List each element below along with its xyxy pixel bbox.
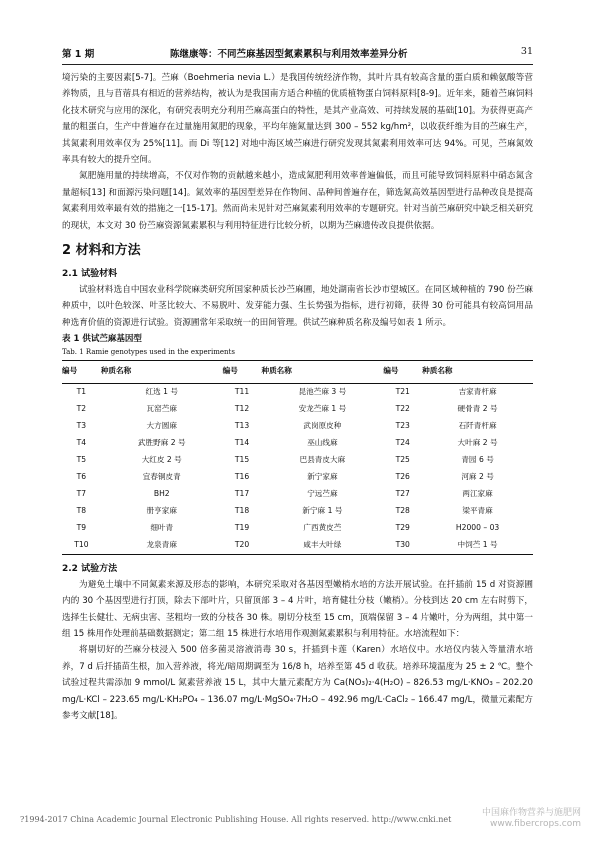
genotype-name-cell: 硬骨青 2 号: [457, 403, 498, 413]
issue-label: 第 1 期: [62, 49, 95, 60]
genotype-code-cell: T22: [395, 403, 410, 413]
table-row: [62, 452, 533, 469]
genotype-code-cell: T26: [395, 471, 410, 481]
table-row: [62, 401, 533, 418]
genotype-code-cell: T21: [395, 386, 410, 396]
genotype-code-cell: T28: [395, 505, 410, 515]
subsection-heading-2-2: 2.2 试验方法: [62, 563, 118, 574]
header-rule: [62, 64, 533, 65]
col-header-name-1: 种质名称: [101, 361, 223, 383]
genotype-name-cell: 咸丰大叶绿: [261, 537, 383, 555]
running-header: [62, 46, 533, 62]
genotype-code-cell: T25: [395, 454, 410, 464]
genotype-code-cell: T15: [234, 454, 250, 464]
genotype-code-cell: T19: [234, 522, 250, 532]
genotype-code-cell: T29: [395, 522, 410, 532]
genotype-code-cell: T2: [76, 403, 87, 413]
copyright-footer: ?1994-2017 China Academic Journal Electronic Publishing House. All rights reserved. http://www.cnki.net: [20, 815, 452, 824]
genotype-code-cell: T13: [234, 420, 250, 430]
genotype-name-cell: 大方圆麻: [146, 420, 177, 430]
genotype-code-cell: T16: [234, 471, 250, 481]
table-header-row: [62, 361, 533, 383]
table-row: [62, 503, 533, 520]
genotype-code-cell: T12: [234, 403, 250, 413]
table-row: [62, 383, 533, 401]
col-header-code-2: 编号: [223, 361, 262, 383]
genotype-table: [62, 360, 533, 554]
genotype-name-cell: 安龙苎麻 1 号: [298, 403, 347, 413]
genotype-code-cell: T8: [76, 505, 87, 515]
genotype-name-cell: 大红皮 2 号: [141, 454, 182, 464]
genotype-name-cell: 武岗原皮种: [303, 420, 342, 430]
genotype-name-cell: 昆池苎麻 3 号: [298, 386, 347, 396]
materials-paragraph: 试验材料选自中国农业科学院麻类研究所国家种质长沙苎麻圃，地处湖南省长沙市望城区。在同区域种植的 790 份苎麻种质中，以叶色较深、叶茎比较大、不易脱叶、发芽能力强、生长势强为指标，进行初筛，获得 30 份可能具有较高饲用品种选育价值的资源进行试验。资源圃常年采取统一的田间管理。供试苎麻种质名称及编号如表 1 所示。: [62, 285, 533, 328]
genotype-code-cell: T4: [76, 437, 87, 447]
section-heading: 2 材料和方法: [62, 243, 141, 259]
genotype-name-cell: 新宁家麻: [307, 471, 338, 481]
genotype-code-cell: T5: [76, 454, 87, 464]
genotype-name-cell: 武胜野麻 2 号: [137, 437, 186, 447]
genotype-code-cell: T27: [395, 488, 410, 498]
table-caption-en: Tab. 1 Ramie genotypes used in the experiments: [62, 348, 235, 357]
table-row: [62, 469, 533, 486]
genotype-name-cell: 广西黄皮苎: [303, 522, 342, 532]
table-caption-cn: 表 1 供试苎麻基因型: [62, 334, 142, 345]
subsection-heading-2-1: 2.1 试验材料: [62, 269, 118, 280]
genotype-name-cell: 龙泉青麻: [101, 537, 223, 555]
genotype-name-cell: 新宁麻 1 号: [302, 505, 343, 515]
table-row: [62, 435, 533, 452]
table-row: [62, 486, 533, 503]
genotype-name-cell: 红选 1 号: [145, 386, 178, 396]
watermark-line-1: 中国麻作物营养与施肥网: [481, 808, 581, 818]
genotype-name-cell: 宁远苎麻: [307, 488, 338, 498]
col-header-code-3: 编号: [383, 361, 422, 383]
genotype-code-cell: T7: [76, 488, 87, 498]
genotype-code-cell: T20: [223, 537, 262, 555]
col-header-code-1: 编号: [62, 361, 101, 383]
site-watermark: [482, 808, 581, 830]
table-row: [62, 537, 533, 555]
genotype-name-cell: 青园 6 号: [461, 454, 494, 464]
genotype-code-cell: T30: [383, 537, 422, 555]
genotype-name-cell: 细叶青: [150, 522, 174, 532]
genotype-name-cell: 吉家青杆麻: [458, 386, 497, 396]
genotype-code-cell: T3: [76, 420, 87, 430]
methods-paragraph-2: 将剔切好的苎麻分枝浸入 500 倍多菌灵溶液消毒 30 s，扦插到卡莲（Karen）水培仪中。水培仪内装入等量清水培养，7 d 后扦插苗生根，加入营养液，将光/暗周期调至为 16/8 h，培养至第 45 d 收获。培养环境温度为 25 ± 2 ℃。整个试验过程共需添加 9 mmol/L 氮素营养液 15 L，其中大量元素配方为 Ca(NO₃)₂·4(H₂O) – 826.53 mg/L·KNO₃ – 202.20 mg/L·KCl – 223.65 mg/L·KH₂PO₄ – 136.07 mg/L·MgSO₄·7H₂O – 492.96 mg/L·CaCl₂ – 166.47 mg/L，微量元素配方参考文献[18]。: [62, 645, 533, 721]
genotype-name-cell: 梁平青麻: [462, 505, 493, 515]
genotype-name-cell: BH2: [153, 488, 170, 498]
genotype-code-cell: T11: [234, 386, 250, 396]
genotype-code-cell: T10: [62, 537, 101, 555]
genotype-code-cell: T1: [76, 386, 87, 396]
genotype-name-cell: 大叶麻 2 号: [457, 437, 498, 447]
genotype-name-cell: 巫山线麻: [307, 437, 338, 447]
genotype-name-cell: 两江家麻: [462, 488, 493, 498]
table-row: [62, 418, 533, 435]
running-title: 陈继康等：不同苎麻基因型氮素累积与利用效率差异分析: [170, 49, 408, 60]
genotype-code-cell: T9: [76, 522, 87, 532]
col-header-name-2: 种质名称: [261, 361, 383, 383]
intro-paragraph-2: 氮肥施用量的持续增高，不仅对作物的贡献越来越小，造成氮肥利用效率普遍偏低，而且可能导致饲料原料中硝态氮含量超标[13] 和面源污染问题[14]。氮效率的基因型差异在作物间、品种间普遍存在，筛选氮高效基因型进行品种改良是提高氮素利用效率最有效的措施之一[15-17]。然而尚未见针对苎麻氮素利用效率的专题研究。针对当前苎麻研究中缺乏相关研究的现状，本文对 30 份苎麻资源氮素累积与利用特征进行比较分析，以期为苎麻遗传改良提供依据。: [62, 171, 533, 231]
article-body: [62, 70, 533, 724]
methods-paragraph-1: 为避免土壤中不同氮素来源及形态的影响，本研究采取对各基因型嫩梢水培的方法开展试验。在扦插前 15 d 对资源圃内的 30 个基因型进行打顶，除去下部叶片，只留顶部 3 – 4 片叶，培育健壮分枝（嫩梢）。分枝到达 20 cm 左右时剪下，选择生长健壮、无病虫害、茎粗均一致的分枝各 30 株。剔切分枝至 15 cm，顶端保留 3 – 4 片嫩叶，分为两组，其中第一组 15 株用作处理前基础数据测定；第二组 15 株进行水培用作观测氮素累积与利用特征。水培流程如下：: [62, 579, 533, 639]
genotype-name-cell: 册亨家麻: [146, 505, 177, 515]
genotype-code-cell: T23: [395, 420, 410, 430]
genotype-code-cell: T6: [76, 471, 87, 481]
genotype-code-cell: T14: [234, 437, 250, 447]
watermark-line-2: www.fibercrops.com: [490, 819, 581, 829]
genotype-name-cell: 宜春铜皮青: [142, 471, 181, 481]
genotype-code-cell: T24: [395, 437, 410, 447]
genotype-code-cell: T18: [234, 505, 250, 515]
col-header-name-3: 种质名称: [422, 361, 533, 383]
genotype-name-cell: 巴县青皮大麻: [299, 454, 346, 464]
genotype-name-cell: 河麻 2 号: [461, 471, 494, 481]
genotype-name-cell: 石阡青杆麻: [458, 420, 497, 430]
genotype-name-cell: H2000 – 03: [455, 522, 500, 532]
genotype-code-cell: T17: [234, 488, 250, 498]
table-row: [62, 520, 533, 537]
intro-paragraph-1: 境污染的主要因素[5-7]。苎麻（Boehmeria nevia L.）是我国传统经济作物，其叶片具有较高含量的蛋白质和赖氨酸等营养物质，且与苜蓿具有相近的营养结构，被认为是我国南方适合种植的优质植物蛋白饲料原料[8-9]。近年来，随着苎麻饲料化技术研究与应用的深化，有研究表明充分利用苎麻高蛋白的特性，是其产业高效、可持续发展的基础[10]。为获得更高产量的粗蛋白，生产中普遍存在过量施用氮肥的现象，平均年施氮量达到 300 – 552 kg/hm²，以收获纤维为目的苎麻生产，其氮素利用效率仅为 25%[11]。而 Di 等[12] 对地中海区域苎麻进行研究发现其氮素利用效率可达 94%。可见，苎麻氮效率具有较大的提升空间。: [62, 73, 533, 166]
genotype-name-cell: 中饲苎 1 号: [422, 537, 533, 555]
genotype-name-cell: 瓦窑苎麻: [146, 403, 177, 413]
page-number: 31: [520, 46, 533, 57]
